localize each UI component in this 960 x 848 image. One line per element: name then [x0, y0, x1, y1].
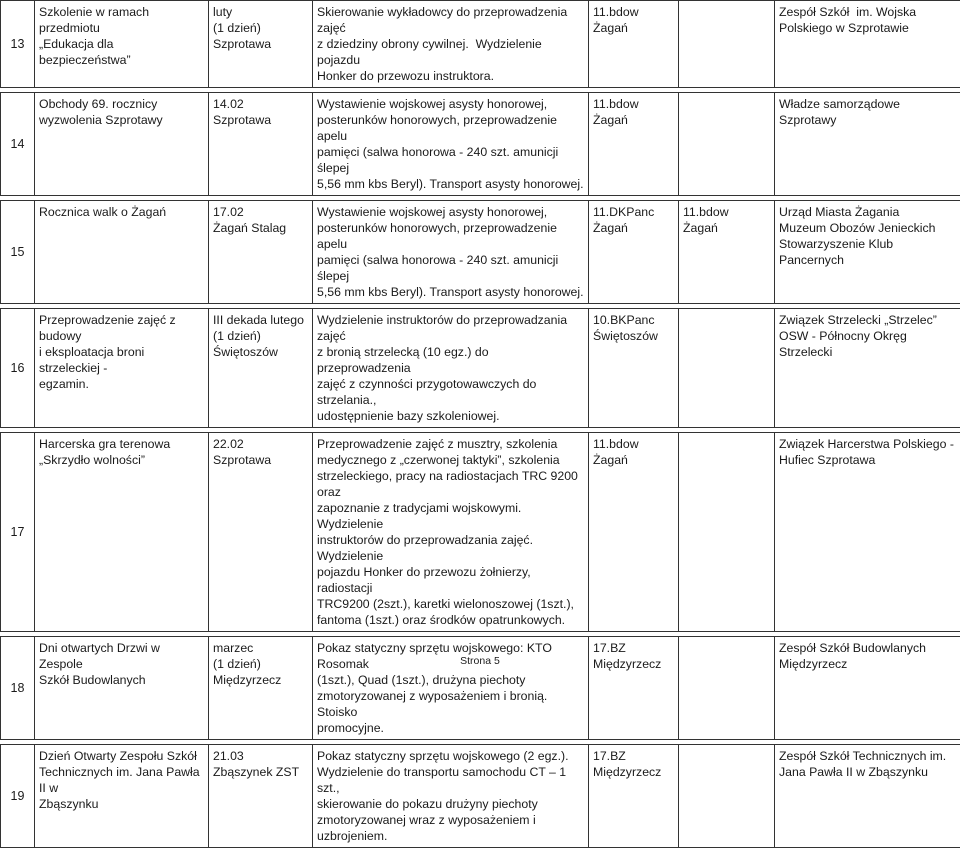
cell-text-line: posterunków honorowych, przeprowadzenie apelu: [317, 220, 584, 252]
cell-text-line: promocyjne.: [317, 720, 584, 736]
cell-text-line: 11.bdow: [593, 96, 674, 112]
cell-text-line: 11.bdow: [593, 4, 674, 20]
cell-text-line: z dziedziny obrony cywilnej. Wydzielenie pojazdu: [317, 36, 584, 68]
cell-text-line: Stowarzyszenie Klub Pancernych: [779, 236, 956, 268]
support-unit-cell: [679, 93, 775, 196]
cell-text-line: Świętoszów: [213, 344, 308, 360]
cell-text-line: (1 dzień): [213, 656, 308, 672]
cell-text-line: Pokaz statyczny sprzętu wojskowego (2 egz.).: [317, 748, 584, 764]
table-row: [1, 93, 960, 196]
cell-text-line: TRC9200 (2szt.), karetki wielonoszowej (1szt.),: [317, 596, 584, 612]
description-cell: [313, 93, 589, 196]
unit-cell: [589, 201, 679, 304]
unit-cell: [589, 309, 679, 428]
cell-text-line: Związek Harcerstwa Polskiego -: [779, 436, 956, 452]
cell-text-line: Żagań Stalag: [213, 220, 308, 236]
cell-text-line: „Edukacja dla bezpieczeństwa”: [39, 36, 204, 68]
organizer-cell: [775, 433, 960, 632]
support-unit-cell: [679, 745, 775, 848]
description-cell: [313, 637, 589, 740]
cell-text-line: Wystawienie wojskowej asysty honorowej,: [317, 204, 584, 220]
cell-text-line: Związek Strzelecki „Strzelec”: [779, 312, 956, 328]
date-cell: [209, 201, 313, 304]
cell-text-line: 11.DKPanc: [593, 204, 674, 220]
unit-cell: [589, 745, 679, 848]
support-unit-cell: [679, 309, 775, 428]
cell-text-line: posterunków honorowych, przeprowadzenie apelu: [317, 112, 584, 144]
cell-text-line: zapoznanie z tradycjami wojskowymi. Wydzielenie: [317, 500, 584, 532]
cell-text-line: 17.BZ: [593, 748, 674, 764]
cell-text-line: pojazdu Honker do przewozu żołnierzy, radiostacji: [317, 564, 584, 596]
cell-text-line: Międzyrzecz: [779, 656, 956, 672]
cell-text-line: egzamin.: [39, 376, 204, 392]
cell-text-line: Szprotawa: [213, 36, 308, 52]
row-number: 13: [1, 1, 35, 88]
date-cell: [209, 637, 313, 740]
cell-text-line: Zespół Szkół Budowlanych: [779, 640, 956, 656]
cell-text-line: i eksploatacja broni strzeleckiej -: [39, 344, 204, 376]
organizer-cell: [775, 745, 960, 848]
cell-text-line: Władze samorządowe: [779, 96, 956, 112]
event-cell: [35, 1, 209, 88]
cell-text-line: wyzwolenia Szprotawy: [39, 112, 204, 128]
cell-text-line: 14.02: [213, 96, 308, 112]
cell-text-line: Międzyrzecz: [593, 764, 674, 780]
cell-text-line: Dzień Otwarty Zespołu Szkół: [39, 748, 204, 764]
cell-text-line: Zbąszynek ZST: [213, 764, 308, 780]
row-number: 17: [1, 433, 35, 632]
cell-text-line: marzec: [213, 640, 308, 656]
event-cell: [35, 637, 209, 740]
cell-text-line: Wydzielenie do transportu samochodu CT – 1 szt.,: [317, 764, 584, 796]
table-row: [1, 637, 960, 740]
cell-text-line: Szkolenie w ramach przedmiotu: [39, 4, 204, 36]
cell-text-line: „Skrzydło wolności”: [39, 452, 204, 468]
support-unit-cell: [679, 433, 775, 632]
date-cell: [209, 93, 313, 196]
cell-text-line: uzbrojeniem.: [317, 828, 584, 844]
cell-text-line: Żagań: [683, 220, 770, 236]
description-cell: [313, 201, 589, 304]
support-unit-cell: [679, 1, 775, 88]
row-number: 15: [1, 201, 35, 304]
organizer-cell: [775, 309, 960, 428]
cell-text-line: Pokaz statyczny sprzętu wojskowego: KTO Rosomak: [317, 640, 584, 672]
cell-text-line: pamięci (salwa honorowa - 240 szt. amunicji ślepej: [317, 252, 584, 284]
cell-text-line: Polskiego w Szprotawie: [779, 20, 956, 36]
unit-cell: [589, 637, 679, 740]
organizer-cell: [775, 93, 960, 196]
page-number: Strona 5: [0, 655, 960, 667]
cell-text-line: Szprotawa: [213, 452, 308, 468]
cell-text-line: pamięci (salwa honorowa - 240 szt. amunicji ślepej: [317, 144, 584, 176]
cell-text-line: Urząd Miasta Żagania: [779, 204, 956, 220]
cell-text-line: Obchody 69. rocznicy: [39, 96, 204, 112]
support-unit-cell: [679, 201, 775, 304]
cell-text-line: zmotoryzowanej z wyposażeniem i bronią. Stoisko: [317, 688, 584, 720]
cell-text-line: Szkół Budowlanych: [39, 672, 204, 688]
cell-text-line: 5,56 mm kbs Beryl). Transport asysty honorowej.: [317, 284, 584, 300]
row-number: 19: [1, 745, 35, 848]
cell-text-line: Rocznica walk o Żagań: [39, 204, 204, 220]
cell-text-line: Honker do przewozu instruktora.: [317, 68, 584, 84]
cell-text-line: 21.03: [213, 748, 308, 764]
organizer-cell: [775, 201, 960, 304]
cell-text-line: Technicznych im. Jana Pawła II w: [39, 764, 204, 796]
table-row: [1, 309, 960, 428]
unit-cell: [589, 93, 679, 196]
event-cell: [35, 309, 209, 428]
cell-text-line: strzeleckiego, pracy na radiostacjach TRC 9200 oraz: [317, 468, 584, 500]
cell-text-line: Hufiec Szprotawa: [779, 452, 956, 468]
organizer-cell: [775, 1, 960, 88]
cell-text-line: Muzeum Obozów Jenieckich: [779, 220, 956, 236]
date-cell: [209, 1, 313, 88]
date-cell: [209, 309, 313, 428]
cell-text-line: zmotoryzowanej wraz z wyposażeniem i: [317, 812, 584, 828]
date-cell: [209, 433, 313, 632]
cell-text-line: luty: [213, 4, 308, 20]
cell-text-line: Żagań: [593, 112, 674, 128]
table-row: [1, 201, 960, 304]
cell-text-line: z bronią strzelecką (10 egz.) do przeprowadzenia: [317, 344, 584, 376]
cell-text-line: 10.BKPanc: [593, 312, 674, 328]
cell-text-line: Przeprowadzenie zajęć z musztry, szkolenia: [317, 436, 584, 452]
cell-text-line: (1szt.), Quad (1szt.), drużyna piechoty: [317, 672, 584, 688]
row-number: 16: [1, 309, 35, 428]
cell-text-line: 5,56 mm kbs Beryl). Transport asysty honorowej.: [317, 176, 584, 192]
cell-text-line: 17.BZ: [593, 640, 674, 656]
event-cell: [35, 93, 209, 196]
cell-text-line: 11.bdow: [593, 436, 674, 452]
cell-text-line: zajęć z czynności przygotowawczych do strzelania.,: [317, 376, 584, 408]
cell-text-line: Zbąszynku: [39, 796, 204, 812]
table-row: [1, 433, 960, 632]
cell-text-line: OSW - Północny Okręg: [779, 328, 956, 344]
cell-text-line: fantoma (1szt.) oraz środków opatrunkowych.: [317, 612, 584, 628]
cell-text-line: skierowanie do pokazu drużyny piechoty: [317, 796, 584, 812]
cell-text-line: Harcerska gra terenowa: [39, 436, 204, 452]
cell-text-line: (1 dzień): [213, 328, 308, 344]
cell-text-line: Międzyrzecz: [213, 672, 308, 688]
event-cell: [35, 201, 209, 304]
description-cell: [313, 745, 589, 848]
support-unit-cell: [679, 637, 775, 740]
unit-cell: [589, 433, 679, 632]
cell-text-line: Skierowanie wykładowcy do przeprowadzenia zajęć: [317, 4, 584, 36]
cell-text-line: Świętoszów: [593, 328, 674, 344]
event-cell: [35, 433, 209, 632]
cell-text-line: Strzelecki: [779, 344, 956, 360]
cell-text-line: Żagań: [593, 452, 674, 468]
description-cell: [313, 309, 589, 428]
cell-text-line: Dni otwartych Drzwi w Zespole: [39, 640, 204, 672]
cell-text-line: Jana Pawła II w Zbąszynku: [779, 764, 956, 780]
cell-text-line: 22.02: [213, 436, 308, 452]
description-cell: [313, 433, 589, 632]
cell-text-line: medycznego z „czerwonej taktyki”, szkolenia: [317, 452, 584, 468]
event-cell: [35, 745, 209, 848]
cell-text-line: (1 dzień): [213, 20, 308, 36]
cell-text-line: 17.02: [213, 204, 308, 220]
date-cell: [209, 745, 313, 848]
cell-text-line: instruktorów do przeprowadzania zajęć. Wydzielenie: [317, 532, 584, 564]
cell-text-line: Wydzielenie instruktorów do przeprowadzania zajęć: [317, 312, 584, 344]
unit-cell: [589, 1, 679, 88]
cell-text-line: Wystawienie wojskowej asysty honorowej,: [317, 96, 584, 112]
cell-text-line: Żagań: [593, 220, 674, 236]
row-number: 14: [1, 93, 35, 196]
cell-text-line: Przeprowadzenie zajęć z budowy: [39, 312, 204, 344]
organizer-cell: [775, 637, 960, 740]
cell-text-line: Zespół Szkół Technicznych im.: [779, 748, 956, 764]
cell-text-line: Szprotawy: [779, 112, 956, 128]
table-row: [1, 745, 960, 848]
cell-text-line: III dekada lutego: [213, 312, 308, 328]
cell-text-line: Szprotawa: [213, 112, 308, 128]
cell-text-line: Żagań: [593, 20, 674, 36]
cell-text-line: 11.bdow: [683, 204, 770, 220]
cell-text-line: Zespół Szkół im. Wojska: [779, 4, 956, 20]
table-row: [1, 1, 960, 88]
description-cell: [313, 1, 589, 88]
cell-text-line: Międzyrzecz: [593, 656, 674, 672]
cell-text-line: udostępnienie bazy szkoleniowej.: [317, 408, 584, 424]
row-number: 18: [1, 637, 35, 740]
